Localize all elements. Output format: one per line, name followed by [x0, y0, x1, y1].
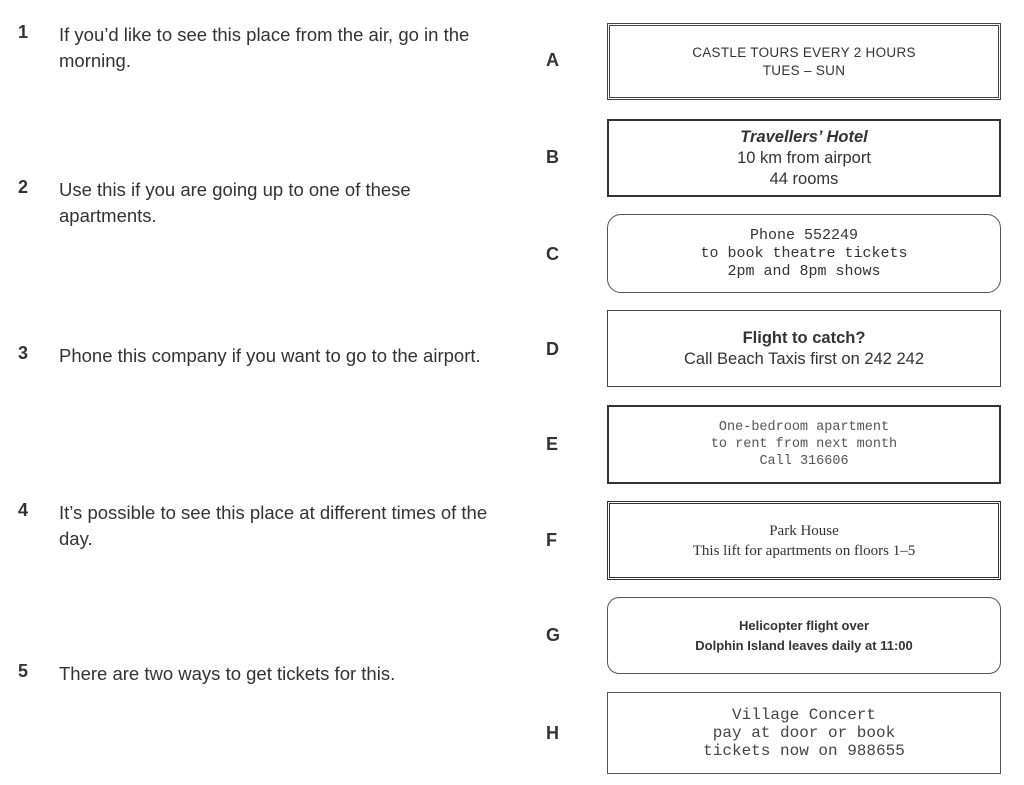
notice-line: 2pm and 8pm shows: [727, 262, 881, 280]
notice-line: to rent from next month: [710, 437, 898, 452]
notice-line: Park House: [769, 522, 839, 539]
notice-letter-e: E: [546, 434, 559, 454]
notice-line: 10 km from airport: [737, 148, 871, 167]
notice-line: pay at door or book: [712, 724, 896, 742]
notice-b-hotel: [607, 119, 1001, 197]
notice-line: Call Beach Taxis first on 242 242: [684, 349, 924, 368]
notice-letter-g: G: [546, 625, 561, 645]
notice-f-lift: [607, 501, 1001, 580]
notice-d-taxis: [607, 310, 1001, 387]
notice-line: This lift for apartments on floors 1–5: [692, 542, 916, 559]
question-text: There are two ways to get tickets for this.: [59, 663, 396, 684]
notice-line: TUES – SUN: [762, 62, 846, 78]
notice-c-theatre: [607, 214, 1001, 293]
question-text: Use this if you are going up to one of these apartments.: [59, 179, 411, 226]
notice-line: CASTLE TOURS EVERY 2 HOURS: [692, 44, 916, 60]
notice-letter-h: H: [546, 723, 559, 743]
notice-letter-d: D: [546, 339, 559, 359]
question-text: Phone this company if you want to go to the airport.: [59, 345, 481, 366]
question-number: 2: [18, 177, 29, 197]
question-text: It’s possible to see this place at different times of the day.: [59, 502, 488, 549]
notice-line: Dolphin Island leaves daily at 11:00: [695, 637, 913, 653]
question-number: 3: [18, 343, 29, 363]
notice-line: Village Concert: [731, 706, 877, 724]
notice-letter-f: F: [546, 530, 557, 550]
notice-e-apartment-rent: [607, 405, 1001, 484]
question-number: 4: [18, 500, 29, 520]
notice-line: to book theatre tickets: [700, 244, 908, 262]
notice-h-concert: [607, 692, 1001, 774]
notice-a-castle-tours: [607, 23, 1001, 100]
notice-line: tickets now on 988655: [703, 742, 905, 760]
notice-line: 44 rooms: [769, 169, 839, 188]
notice-letter-b: B: [546, 147, 559, 167]
notice-letter-a: A: [546, 50, 559, 70]
notice-letter-c: C: [546, 244, 559, 264]
question-text: If you’d like to see this place from the air, go in the morning.: [59, 24, 470, 71]
notice-heading: Travellers’ Hotel: [740, 127, 868, 146]
notice-line: One-bedroom apartment: [718, 420, 890, 435]
notice-g-helicopter: [607, 597, 1001, 674]
question-number: 5: [18, 661, 29, 681]
notice-line: Phone 552249: [749, 226, 859, 244]
question-number: 1: [18, 22, 29, 42]
notice-line: Helicopter flight over: [738, 617, 870, 633]
notice-heading: Flight to catch?: [742, 328, 866, 347]
notice-line: Call 316606: [759, 454, 849, 469]
